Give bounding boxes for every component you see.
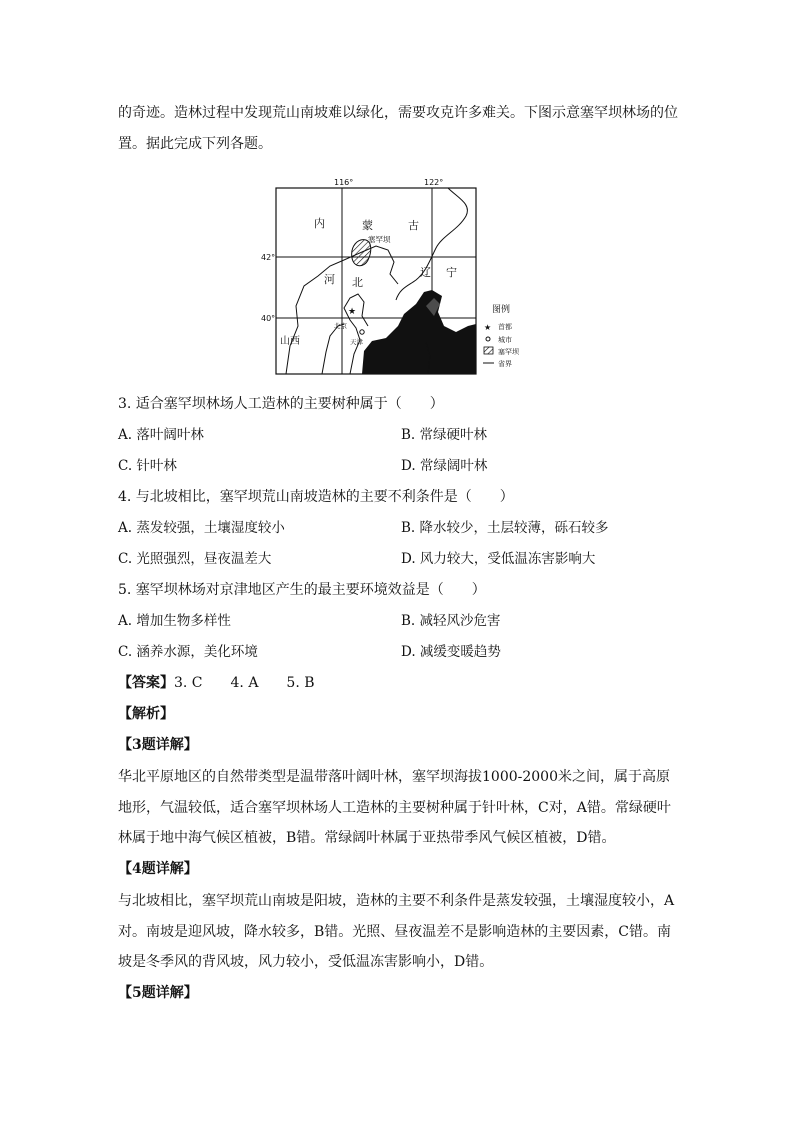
legend-capital: 首都 <box>498 323 512 331</box>
question-4-option-d: D. 风力较大，受低温冻害影响大 <box>401 551 596 567</box>
detail-5-label: 【5题详解】 <box>118 985 198 1001</box>
detail-3-text: 华北平原地区的自然带类型是温带落叶阔叶林，塞罕坝海拔1000-2000米之间，属于高原地形，气温较低，适合塞罕坝林场人工造林的主要树种属于针叶林，C对，A错。常绿硬叶林属于地中海气候区植被，B错。常绿阔叶林属于亚热带季风气候区植被，D错。 <box>118 769 671 847</box>
legend-circle-icon <box>486 337 490 341</box>
question-5-option-c: C. 涵养水源，美化环境 <box>118 644 258 660</box>
question-3-option-a: A. 落叶阔叶林 <box>118 427 204 443</box>
detail-4-label: 【4题详解】 <box>118 861 198 877</box>
city-circle-icon <box>360 330 364 334</box>
region-nei: 内 <box>314 217 325 230</box>
detail-3-label: 【3题详解】 <box>118 737 198 753</box>
question-4-option-a: A. 蒸发较强，土壤湿度较小 <box>118 520 285 536</box>
city-label-beijing: 北京 <box>334 322 347 330</box>
site-label-saihanba: 塞罕坝 <box>368 235 391 244</box>
question-3-option-c: C. 针叶林 <box>118 458 177 474</box>
region-meng: 蒙 <box>362 219 373 232</box>
question-4-option-c: C. 光照强烈，昼夜温差大 <box>118 551 272 567</box>
region-gu: 古 <box>408 219 419 232</box>
region-bei: 北 <box>352 276 363 289</box>
question-5-stem: 5. 塞罕坝林场对京津地区产生的最主要环境效益是（ ） <box>118 582 486 598</box>
region-ning: 宁 <box>446 266 457 279</box>
question-4-option-b: B. 降水较少，土层较薄，砾石较多 <box>401 520 609 536</box>
question-5-option-a: A. 增加生物多样性 <box>118 613 231 629</box>
question-5-option-d: D. 减缓变暖趋势 <box>401 644 501 660</box>
detail-4-text: 与北坡相比，塞罕坝荒山南坡是阳坡，造林的主要不利条件是蒸发较强，土壤湿度较小，A对。南坡是迎风坡，降水较多，B错。光照、昼夜温差不是影响造林的主要因素，C错。南坡是冬季风的背风坡，风力较小，受低温冻害影响小，D错。 <box>118 893 675 971</box>
question-4-stem: 4. 与北坡相比，塞罕坝荒山南坡造林的主要不利条件是（ ） <box>118 489 514 505</box>
intro-line-2: 置。据此完成下列各题。 <box>118 136 272 152</box>
capital-star-icon: ★ <box>348 307 357 317</box>
question-3-option-b: B. 常绿硬叶林 <box>401 427 488 443</box>
lat-label-40: 40° <box>261 314 276 323</box>
legend-city: 城市 <box>498 336 512 344</box>
saihanba-location-map <box>258 176 528 378</box>
legend-hatch-icon <box>484 347 493 354</box>
legend-border: 省界 <box>498 360 512 368</box>
legend-saihanba: 塞罕坝 <box>498 348 519 356</box>
answer-line <box>118 673 315 693</box>
region-shanxi: 山西 <box>280 336 300 347</box>
intro-line-1: 的奇迹。造林过程中发现荒山南坡难以绿化，需要攻克许多难关。下图示意塞罕坝林场的位 <box>118 105 678 121</box>
question-5-option-b: B. 减轻风沙危害 <box>401 613 501 629</box>
map-legend <box>483 303 520 368</box>
region-he: 河 <box>324 273 335 286</box>
analysis-label: 【解析】 <box>118 706 174 722</box>
question-3-option-d: D. 常绿阔叶林 <box>401 458 488 474</box>
lat-label-42: 42° <box>261 253 276 262</box>
lon-label-122: 122° <box>424 178 444 187</box>
city-label-tianjin: 天津 <box>350 338 363 346</box>
question-3-stem: 3. 适合塞罕坝林场人工造林的主要树种属于（ ） <box>118 396 444 412</box>
lon-label-116: 116° <box>334 178 354 187</box>
legend-star-icon: ★ <box>484 323 492 332</box>
region-liao: 辽 <box>420 266 431 279</box>
answer-label: 【答案】 <box>118 675 174 691</box>
legend-title: 图例 <box>492 305 511 315</box>
answer-text: 3. C 4. A 5. B <box>174 675 315 691</box>
